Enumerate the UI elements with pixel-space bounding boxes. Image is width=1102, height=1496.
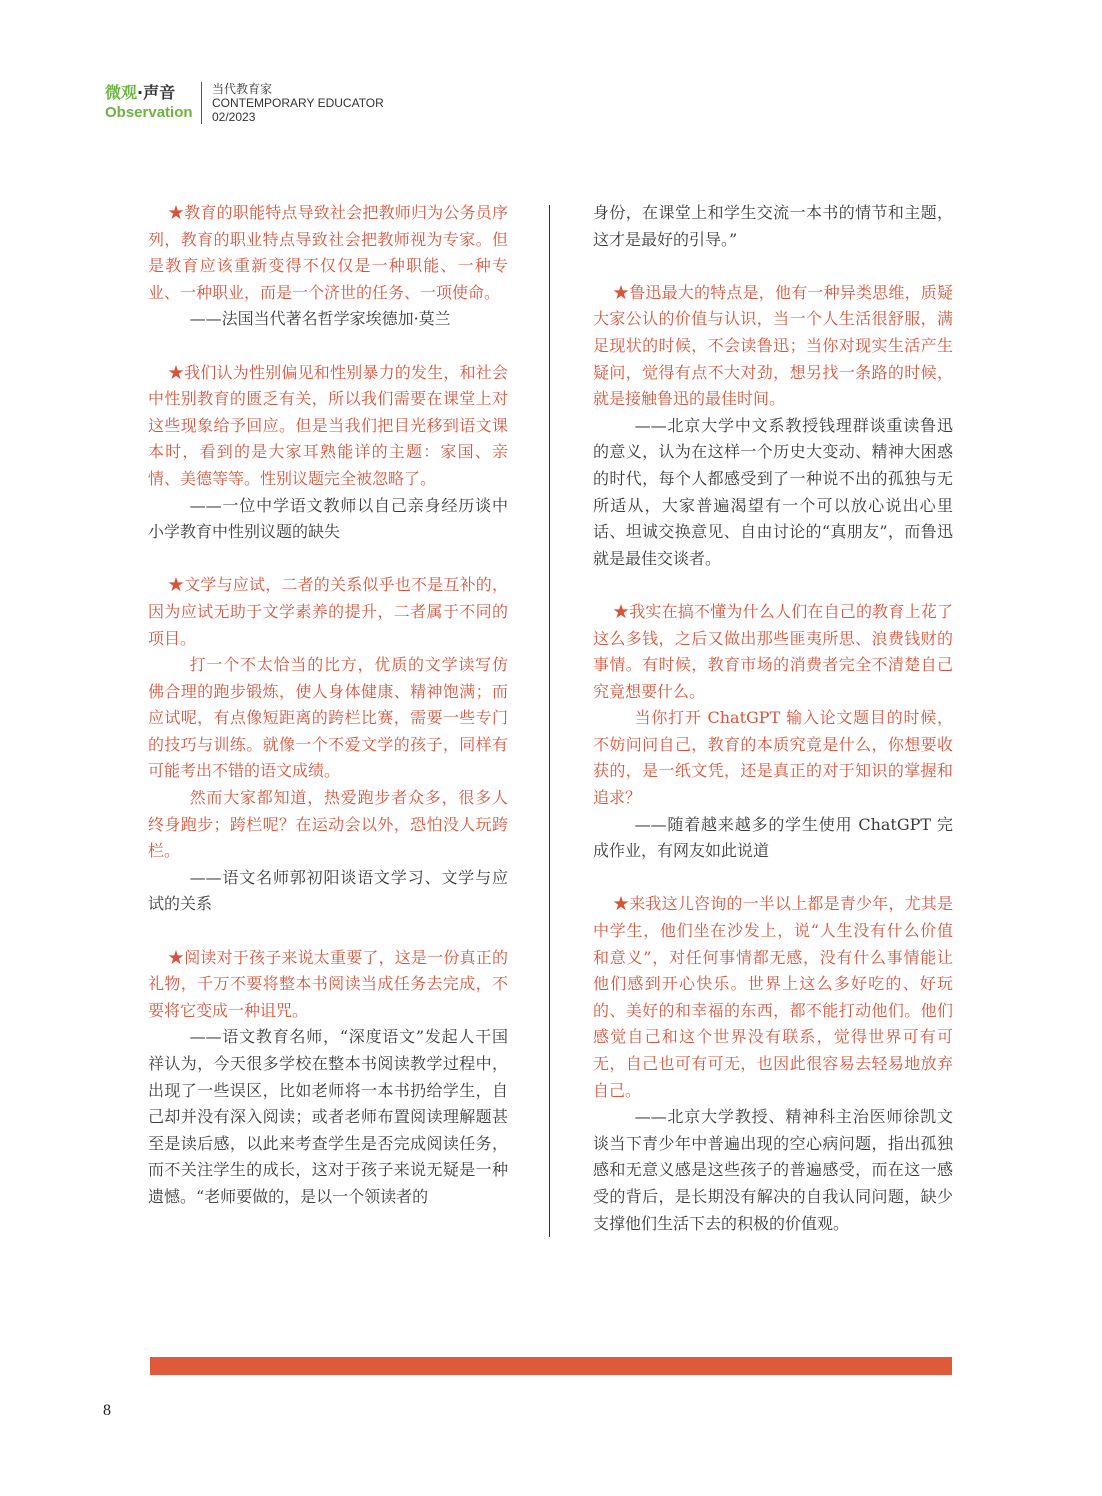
section-title-green: 微观 bbox=[105, 83, 138, 102]
footer-bar bbox=[150, 1357, 952, 1375]
quote-6 bbox=[593, 599, 953, 705]
star-icon: ★ bbox=[168, 947, 185, 967]
quote-1-text: 教育的职能特点导致社会把教师归为公务员序列，教育的职业特点导致社会把教师视为专家。但是教育应该重新变得不仅仅是一种职能、一种专业、一种职业，而是一个济世的任务、一项使命。 bbox=[148, 203, 508, 302]
quote-3 bbox=[148, 572, 508, 652]
source-4: ——语文教育名师，“深度语文”发起人干国祥认为，今天很多学校在整本书阅读教学过程中，出现了一些误区，比如老师将一本书扔给学生，自己却并没有深入阅读；或者老师布置阅读理解题甚至是读后感，以此来考查学生是否完成阅读任务，而不关注学生的成长，这对于孩子来说无疑是一种遗憾。“老师要做的，是以一个领读者的 bbox=[148, 1027, 508, 1206]
quote-2 bbox=[148, 360, 508, 493]
source-4-continued: 身份，在课堂上和学生交流一本书的情节和主题，这才是最好的引导。” bbox=[593, 203, 953, 249]
star-icon: ★ bbox=[613, 894, 630, 914]
source-2: ——一位中学语文教师以自己亲身经历谈中小学教育中性别议题的缺失 bbox=[148, 495, 508, 542]
section-title-dark: 声音 bbox=[143, 83, 176, 102]
magazine-name-en: CONTEMPORARY EDUCATOR bbox=[212, 96, 384, 110]
star-icon: ★ bbox=[168, 203, 185, 222]
quote-3-paragraph-2: 打一个不太恰当的比方，优质的文学读写仿佛合理的跑步锻炼，使人身体健康、精神饱满；而应试呢，有点像短距离的跨栏比赛，需要一些专门的技巧与训练。就像一个不爱文学的孩子，同样有可能考出不错的语文成绩。 bbox=[148, 655, 508, 781]
issue-number: 02/2023 bbox=[212, 110, 256, 124]
quote-5-text: 鲁迅最大的特点是，他有一种异类思维，质疑大家公认的价值与认识，当一个人生活很舒服，满足现状的时候，不会读鲁迅；当你对现实生活产生疑问，觉得有点不大对劲，想另找一条路的时候，就是接触鲁迅的最佳时间。 bbox=[593, 282, 953, 409]
column-divider bbox=[549, 205, 550, 1237]
magazine-info bbox=[212, 82, 384, 124]
source-6: ——随着越来越多的学生使用 ChatGPT 完成作业，有网友如此说道 bbox=[593, 814, 953, 861]
quote-3-paragraph-3: 然而大家都知道，热爱跑步者众多，很多人终身跑步；跨栏呢？在运动会以外，恐怕没人玩跨栏。 bbox=[148, 788, 508, 861]
star-icon: ★ bbox=[613, 282, 630, 302]
quote-6-text: 我实在搞不懂为什么人们在自己的教育上花了这么多钱，之后又做出那些匪夷所思、浪费钱财的事情。有时候，教育市场的消费者完全不清楚自己究竟想要什么。 bbox=[593, 601, 953, 701]
source-7: ——北京大学教授、精神科主治医师徐凯文谈当下青少年中普遍出现的空心病问题，指出孤独感和无意义感是这些孩子的普遍感受，而在这一感受的背后，是长期没有解决的自我认同问题，缺少支撑他们生活下去的积极的价值观。 bbox=[593, 1107, 953, 1233]
section-title-dot: · bbox=[137, 83, 144, 102]
quote-2-text: 我们认为性别偏见和性别暴力的发生，和社会中性别教育的匮乏有关，所以我们需要在课堂上对这些现象给予回应。但是当我们把目光移到语文课本时，看到的是大家耳熟能详的主题：家国、亲情、美德等等。性别议题完全被忽略了。 bbox=[148, 362, 508, 488]
star-icon: ★ bbox=[613, 601, 630, 621]
left-column bbox=[148, 200, 508, 1211]
quote-6-paragraph-2: 当你打开 ChatGPT 输入论文题目的时候，不妨问问自己，教育的本质究竟是什么，你想要收获的，是一纸文凭，还是真正的对于知识的掌握和追求？ bbox=[593, 708, 953, 808]
page-number: 8 bbox=[103, 1402, 111, 1419]
source-5: ——北京大学中文系教授钱理群谈重读鲁迅的意义，认为在这样一个历史大变动、精神大困惑的时代，每个人都感受到了一种说不出的孤独与无所适从，大家普遍渴望有一个可以放心说出心里话、坦诚交换意见、自由讨论的“真朋友”，而鲁迅就是最佳交谈者。 bbox=[593, 415, 953, 568]
quote-4 bbox=[148, 945, 508, 1025]
quote-4-text: 阅读对于孩子来说太重要了，这是一份真正的礼物，千万不要将整本书阅读当成任务去完成，不要将它变成一种诅咒。 bbox=[148, 947, 508, 1020]
source-1: ——法国当代著名哲学家埃德加·莫兰 bbox=[189, 309, 451, 329]
quote-7 bbox=[593, 891, 953, 1104]
magazine-name-cn: 当代教育家 bbox=[212, 82, 273, 96]
section-title-en: Observation bbox=[105, 104, 193, 121]
source-3: ——语文名师郭初阳谈语文学习、文学与应试的关系 bbox=[148, 867, 508, 914]
header-divider bbox=[201, 82, 202, 124]
right-column bbox=[593, 200, 953, 1237]
quote-3-text: 文学与应试，二者的关系似乎也不是互补的，因为应试无助于文学素养的提升，二者属于不同的项目。 bbox=[148, 575, 508, 648]
star-icon: ★ bbox=[168, 575, 185, 595]
quote-7-text: 来我这儿咨询的一半以上都是青少年，尤其是中学生，他们坐在沙发上，说“人生没有什么价值和意义”，对任何事情都无感，没有什么事情能让他们感到开心快乐。世界上这么多好吃的、好玩的、美好的和幸福的东西，都不能打动他们。他们感觉自己和这个世界没有联系，觉得世界可有可无，自己也可有可无，也因此很容易去轻易地放弃自己。 bbox=[593, 894, 953, 1100]
quote-5 bbox=[593, 280, 953, 413]
section-title-cn bbox=[105, 82, 197, 104]
section-label bbox=[105, 82, 197, 122]
star-icon: ★ bbox=[168, 362, 185, 382]
quote-1 bbox=[148, 200, 508, 306]
